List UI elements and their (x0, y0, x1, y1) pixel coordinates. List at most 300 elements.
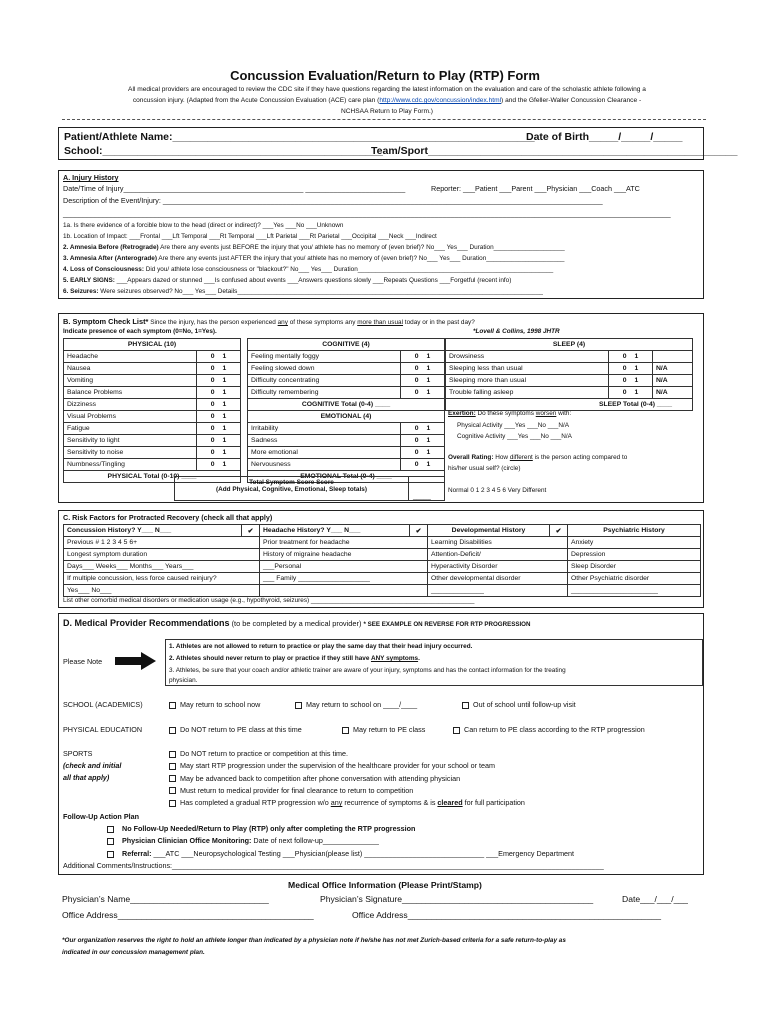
section-d-heading: D. Medical Provider Recommendations (63, 618, 230, 628)
score-1[interactable]: 1 (634, 365, 639, 372)
cognitive-symptom: Feeling mentally foggy (248, 351, 401, 363)
total-score-label2: (Add Physical, Cognitive, Emotional, Sleep totals) (216, 486, 367, 493)
q3-label: 3. Amnesia After (Anterograde) (63, 255, 157, 262)
sleep-symptom: Sleeping more than usual (446, 375, 609, 387)
score-0[interactable]: 0 (414, 389, 419, 396)
score-1[interactable]: 1 (426, 365, 431, 372)
emotional-row (248, 435, 445, 447)
cognitive-total[interactable]: COGNITIVE Total (0-4) ____ (248, 399, 445, 411)
risk-factor-col3[interactable]: Attention-Deficit/ (428, 549, 568, 561)
intro-line2 (64, 95, 710, 106)
score-1[interactable]: 1 (426, 425, 431, 432)
risk-factor-col1[interactable]: Longest symptom duration (64, 549, 260, 561)
section-d-heading-line (63, 618, 530, 628)
section-d-heading-note: (to be completed by a medical provider) (229, 619, 364, 628)
risk-factor-col4[interactable]: Anxiety (568, 537, 701, 549)
checkbox[interactable] (107, 851, 114, 858)
score-option[interactable] (197, 351, 241, 363)
score-0[interactable]: 0 (414, 377, 419, 384)
intro-text (64, 84, 710, 117)
sleep-na[interactable] (653, 351, 693, 363)
sports-opt-label: Do NOT return to practice or competition at this time. (180, 749, 349, 758)
total-symptom-score (174, 476, 445, 501)
q5[interactable] (63, 277, 511, 284)
footnote-line2: indicated in our concussion management plan. (62, 949, 205, 956)
overall-text2: is the person acting compared to (532, 454, 628, 461)
cognitive-symptom: Feeling slowed down (248, 363, 401, 375)
pe-opt-2-label: May return to PE class (353, 725, 426, 734)
risk-factor-row (64, 549, 701, 561)
score-option[interactable] (609, 351, 653, 363)
checkbox[interactable] (107, 838, 114, 845)
physical-symptom: Sensitivity to noise (64, 447, 197, 459)
score-1[interactable]: 1 (222, 413, 227, 420)
q3-text: Are there any events just AFTER the injury that you/ athlete has no memory of (even brief)? No___ Yes___ Duration______________________ (156, 255, 565, 262)
intro-line2-pre: concussion injury. (Adapted from the Acute Concussion Evaluation (ACE) care plan ( (132, 97, 380, 104)
physical-symptom: Balance Problems (64, 387, 197, 399)
score-0[interactable]: 0 (210, 461, 215, 468)
q4[interactable] (63, 266, 553, 273)
score-option[interactable] (197, 363, 241, 375)
physical-education-label: PHYSICAL EDUCATION (63, 725, 143, 734)
section-b-heading-rest2: of these symptoms any (287, 319, 358, 326)
school-opt-2-label: May return to school on ____/____ (306, 700, 418, 709)
emotional-row (248, 447, 445, 459)
fu2-text: Date of next follow-up______________ (251, 836, 379, 845)
section-b-heading: B. Symptom Check List* (63, 317, 149, 326)
follow-up-opt-2[interactable] (107, 836, 379, 845)
score-1[interactable]: 1 (222, 449, 227, 456)
score-0[interactable]: 0 (210, 425, 215, 432)
score-1[interactable]: 1 (426, 389, 431, 396)
team-sport-field[interactable]: Team/Sport_____________________________________________________ (371, 145, 738, 157)
checkbox[interactable] (169, 763, 176, 770)
score-0[interactable]: 0 (210, 449, 215, 456)
risk-factor-col3[interactable]: ______________ (428, 585, 568, 597)
physical-activity-row[interactable]: Physical Activity ___Yes ___No ___N/A (457, 422, 570, 429)
risk-factor-row (64, 537, 701, 549)
fu1-label: No Follow-Up Needed/Return to Play (RTP) only after completing the RTP progression (122, 824, 416, 833)
score-option[interactable] (401, 447, 445, 459)
score-1[interactable]: 1 (222, 389, 227, 396)
follow-up-label: Follow-Up Action Plan (63, 812, 139, 821)
risk-factor-col1[interactable]: If multiple concussion, less force caused reinjury? (64, 573, 260, 585)
score-1[interactable]: 1 (222, 425, 227, 432)
physical-row (64, 387, 241, 399)
physical-row (64, 351, 241, 363)
intro-line2-post: ) and the Gfeller-Waller Concussion Clearance - (501, 97, 642, 104)
q4-label: 4. Loss of Consciousness: (63, 266, 144, 273)
section-c-heading: C. Risk Factors for Protracted Recovery (check all that apply) (63, 513, 273, 522)
more-than-usual: more than usual (357, 319, 404, 326)
cognitive-activity-row[interactable]: Cognitive Activity ___Yes ___No ___N/A (457, 433, 572, 440)
section-d-recommendations (58, 613, 704, 875)
cdc-link[interactable]: http://www.cdc.gov/concussion/index.html (379, 97, 502, 104)
score-option[interactable] (197, 411, 241, 423)
checkbox[interactable] (169, 800, 176, 807)
description-field[interactable]: Description of the Event/Injury: ______________________________________________________________________________________________________________ (63, 196, 603, 205)
fu2-label: Physician Clinician Office Monitoring: (122, 836, 252, 845)
overall-text3: his/her usual self? (circle) (448, 465, 521, 472)
emotional-symptom: Irritability (248, 423, 401, 435)
checkbox[interactable] (169, 702, 176, 709)
checkbox[interactable] (169, 787, 176, 794)
intro-line3: NCHSAA Return to Play Form.) (341, 108, 433, 115)
score-option[interactable] (401, 435, 445, 447)
cognitive-row (248, 351, 445, 363)
follow-up-opt-3[interactable] (107, 849, 574, 858)
overall-scale[interactable]: Normal 0 1 2 3 4 5 6 Very Different (448, 487, 547, 494)
cognitive-header: COGNITIVE (4) (248, 339, 445, 351)
checkbox[interactable] (295, 702, 302, 709)
headache-history-head[interactable]: Headache History? Y___ N___ (260, 525, 410, 537)
emotional-total[interactable]: EMOTIONAL Total (0-4) ____ (248, 471, 445, 483)
q4-text: Did you/ athlete lose consciousness or "blackout?" No___ Yes___ Duration_______________________________________________________ (143, 266, 554, 273)
score-option[interactable] (197, 399, 241, 411)
sleep-table (445, 338, 693, 411)
score-0[interactable]: 0 (622, 365, 627, 372)
school-opt-2[interactable] (295, 700, 417, 709)
cognitive-row (248, 363, 445, 375)
section-b-heading-line (63, 317, 475, 326)
section-d-see-reverse: * SEE EXAMPLE ON REVERSE FOR RTP PROGRESSION (363, 621, 531, 628)
score-1[interactable]: 1 (222, 365, 227, 372)
q6-text: Were seizures observed? No___ Yes___ Details______________________________________________________________________________________ (98, 288, 543, 295)
sleep-row (446, 375, 693, 387)
score-0[interactable]: 0 (210, 401, 215, 408)
intro-line1: All medical providers are encouraged to review the CDC site if they have questions regarding the latest information on the evaluation and care of the scholastic athlete following a (128, 86, 646, 93)
score-0[interactable]: 0 (210, 413, 215, 420)
cognitive-symptom: Difficulty remembering (248, 387, 401, 399)
sports-last-mid: recurrence of symptoms & is (342, 798, 438, 807)
score-1[interactable]: 1 (222, 401, 227, 408)
physical-row (64, 363, 241, 375)
emotional-symptom: More emotional (248, 447, 401, 459)
risk-factor-col3[interactable]: Learning Disabilities (428, 537, 568, 549)
additional-comments-field[interactable]: Additional Comments/Instructions:____________________________________________________________________________________________________________ (63, 861, 604, 870)
sports-opt[interactable] (169, 786, 495, 798)
arrow-right-icon (115, 652, 157, 670)
note-2-pre: 2. Athletes should never return to play or practice if they still have (169, 655, 371, 662)
please-note-label: Please Note (63, 657, 103, 666)
physician-name-field[interactable]: Physician’s Name_____________________________ (62, 894, 269, 904)
any-word: any (277, 319, 288, 326)
please-note-box (165, 639, 703, 686)
sleep-symptom: Sleeping less than usual (446, 363, 609, 375)
school-opt-3-label: Out of school until follow-up visit (473, 700, 576, 709)
sports-opt-label: Must return to medical provider for final clearance to return to competition (180, 785, 414, 795)
physical-symptom: Sensitivity to light (64, 435, 197, 447)
exertion-text1: Do these symptoms (475, 410, 536, 417)
score-option[interactable] (401, 351, 445, 363)
risk-factor-col3[interactable]: Other developmental disorder (428, 573, 568, 585)
physical-row (64, 399, 241, 411)
physical-row (64, 435, 241, 447)
sports-opt[interactable] (169, 749, 495, 761)
physical-symptom: Nausea (64, 363, 197, 375)
score-0[interactable]: 0 (210, 389, 215, 396)
school-academics-label: SCHOOL (ACADEMICS) (63, 700, 143, 709)
comorbid-field[interactable]: List other comorbid medical disorders or medication usage (e.g., hypothyroid, seizures) ______________________________________________ (63, 597, 475, 604)
risk-factor-col1[interactable]: Days___ Weeks___ Months___ Years___ (64, 561, 260, 573)
risk-factor-col2[interactable]: ___Personal (260, 561, 428, 573)
sleep-symptom: Trouble falling asleep (446, 387, 609, 399)
school-opt-1-label: May return to school now (180, 700, 261, 709)
risk-factor-col3[interactable]: Hyperactivity Disorder (428, 561, 568, 573)
score-option[interactable] (197, 435, 241, 447)
score-option[interactable] (401, 459, 445, 471)
score-1[interactable]: 1 (222, 353, 227, 360)
score-option[interactable] (609, 387, 653, 399)
sports-opt-cleared[interactable] (169, 798, 525, 807)
pe-opt-3-label: Can return to PE class according to the RTP progression (464, 725, 645, 734)
score-0[interactable]: 0 (622, 353, 627, 360)
total-score-box[interactable] (408, 476, 444, 501)
score-1[interactable]: 1 (426, 437, 431, 444)
score-1[interactable]: 1 (634, 389, 639, 396)
q5-text: ___Appears dazed or stunned ___Is confused about events ___Answers questions slowly ___Repeats Questions ___Forgetful (recent info) (114, 277, 512, 284)
physical-symptom: Dizziness (64, 399, 197, 411)
physical-symptom: Visual Problems (64, 411, 197, 423)
note-3b: physician. (169, 677, 198, 684)
score-1[interactable]: 1 (634, 377, 639, 384)
pe-opt-1-label: Do NOT return to PE class at this time (180, 725, 302, 734)
score-1[interactable]: 1 (426, 353, 431, 360)
risk-factor-col1[interactable]: Previous # 1 2 3 4 5 6+ (64, 537, 260, 549)
score-0[interactable]: 0 (414, 365, 419, 372)
risk-factor-col4[interactable]: Depression (568, 549, 701, 561)
pe-opt-3[interactable] (453, 725, 645, 734)
sports-label: SPORTS (63, 749, 93, 758)
score-option[interactable] (401, 375, 445, 387)
score-1[interactable]: 1 (222, 377, 227, 384)
risk-factor-col4[interactable]: Sleep Disorder (568, 561, 701, 573)
psychiatric-history-head[interactable]: Psychiatric History (568, 525, 701, 537)
check-icon: ✔ (550, 525, 568, 537)
physical-symptom: Numbness/Tingling (64, 459, 197, 471)
page-title: Concussion Evaluation/Return to Play (RTP) Form (230, 68, 540, 83)
risk-factor-col4[interactable]: Other Psychiatric disorder (568, 573, 701, 585)
sleep-total[interactable]: SLEEP Total (0-4) ____ (446, 399, 693, 411)
sports-last-pre: Has completed a gradual RTP progression w/o (180, 798, 331, 807)
score-1[interactable]: 1 (634, 353, 639, 360)
sports-last-post: for full participation (462, 798, 525, 807)
physical-row (64, 423, 241, 435)
note-2-post: . (418, 655, 420, 662)
score-0[interactable]: 0 (414, 449, 419, 456)
physical-symptom: Vomiting (64, 375, 197, 387)
score-0[interactable]: 0 (622, 377, 627, 384)
sleep-na[interactable]: N/A (653, 375, 693, 387)
total-score-label1: Total Symptom Score Score (249, 479, 334, 486)
q1a[interactable]: 1a. Is there evidence of a forcible blow to the head (direct or indirect)? ___Yes ___No ___Unknown (63, 222, 344, 229)
score-option[interactable] (401, 387, 445, 399)
risk-factor-col1[interactable]: Yes___ No___ (64, 585, 260, 597)
section-b-symptom-checklist (58, 313, 704, 503)
sleep-row (446, 351, 693, 363)
checkbox[interactable] (107, 826, 114, 833)
risk-factor-row (64, 561, 701, 573)
score-1[interactable]: 1 (426, 461, 431, 468)
sports-options (169, 749, 495, 798)
risk-factor-col2[interactable]: History of migraine headache (260, 549, 428, 561)
check-icon: ✔ (242, 525, 260, 537)
note-2 (169, 655, 420, 662)
checkbox[interactable] (169, 751, 176, 758)
q2-text: Are there any events just BEFORE the injury that you/ athlete has no memory of (even brief)? No___ Yes___ Duration____________________ (158, 244, 565, 251)
score-0[interactable]: 0 (210, 377, 215, 384)
physical-row (64, 375, 241, 387)
emotional-header: EMOTIONAL (4) (248, 411, 445, 423)
checkbox[interactable] (169, 727, 176, 734)
q1b[interactable]: 1b. Location of Impact: ___Frontal ___Lft Temporal ___Rt Temporal ___Lft Parietal ___Rt Parietal ___Occipital ___Neck ___Indirect (63, 233, 437, 240)
emotional-row (248, 459, 445, 471)
office-address-field-1[interactable]: Office Address_________________________________________ (62, 910, 314, 920)
physical-row (64, 411, 241, 423)
score-0[interactable]: 0 (622, 389, 627, 396)
sleep-row (446, 387, 693, 399)
sleep-row (446, 363, 693, 375)
pe-opt-2[interactable] (342, 725, 425, 734)
risk-factor-col2[interactable]: Prior treatment for headache (260, 537, 428, 549)
any-symptoms: ANY symptoms (370, 655, 419, 662)
physical-symptom: Fatigue (64, 423, 197, 435)
note-1: 1. Athletes are not allowed to return to practice or play the same day that their head injury occurred. (169, 643, 473, 650)
risk-factor-col4[interactable]: _______________________ (568, 585, 701, 597)
follow-up-opt-1[interactable] (107, 824, 415, 833)
risk-factor-col2[interactable] (260, 585, 428, 597)
reporter-field[interactable]: Reporter: ___Patient ___Parent ___Physician ___Coach ___ATC (431, 184, 640, 193)
cognitive-row (248, 387, 445, 399)
cognitive-symptom: Difficulty concentrating (248, 375, 401, 387)
q2-label: 2. Amnesia Before (Retrograde) (63, 244, 159, 251)
score-option[interactable] (197, 423, 241, 435)
risk-factor-col2[interactable]: ___ Family ___________________ (260, 573, 428, 585)
risk-factor-row (64, 573, 701, 585)
check-icon: ✔ (410, 525, 428, 537)
checkbox[interactable] (453, 727, 460, 734)
score-1[interactable]: 1 (426, 449, 431, 456)
score-0[interactable]: 0 (414, 353, 419, 360)
sleep-header: SLEEP (4) (446, 339, 693, 351)
cognitive-table (247, 338, 445, 483)
score-1[interactable]: 1 (426, 377, 431, 384)
score-option[interactable] (197, 459, 241, 471)
q3[interactable] (63, 255, 564, 262)
overall-text1: How (493, 454, 510, 461)
exertion-label: Exertion: (448, 410, 476, 417)
different-word: different (509, 454, 533, 461)
sports-opt[interactable] (169, 761, 495, 773)
score-option[interactable] (197, 447, 241, 459)
q6[interactable] (63, 288, 543, 295)
checkbox[interactable] (169, 775, 176, 782)
score-1[interactable]: 1 (222, 437, 227, 444)
office-heading: Medical Office Information (Please Print/Stamp) (288, 880, 482, 890)
score-option[interactable] (401, 423, 445, 435)
section-a-injury-history (58, 170, 704, 299)
exertion-text2: with: (556, 410, 572, 417)
total-score-blank: _____ (413, 493, 431, 500)
score-0[interactable]: 0 (210, 365, 215, 372)
score-0[interactable]: 0 (414, 437, 419, 444)
sleep-symptom: Drowsiness (446, 351, 609, 363)
physical-row (64, 459, 241, 471)
risk-factor-table (63, 524, 701, 597)
section-b-heading-rest3: today or in the past day? (403, 319, 475, 326)
q2[interactable] (63, 244, 565, 251)
emotional-row (248, 423, 445, 435)
score-0[interactable]: 0 (414, 461, 419, 468)
score-option[interactable] (401, 363, 445, 375)
school-field[interactable]: School:________________________________________________ (64, 145, 383, 157)
physician-signature-field[interactable]: Physician’s Signature________________________________________ (320, 894, 594, 904)
cognitive-row (248, 375, 445, 387)
physical-symptom: Headache (64, 351, 197, 363)
pe-opt-1[interactable] (169, 725, 302, 734)
fu3-label: Referral: (122, 849, 152, 858)
concussion-history-head[interactable]: Concussion History? Y___ N___ (64, 525, 242, 537)
checkbox[interactable] (462, 702, 469, 709)
section-b-heading-rest: Since the injury, has the person experienced (148, 319, 278, 326)
score-option[interactable] (609, 363, 653, 375)
physical-header: PHYSICAL (10) (64, 339, 241, 351)
office-address-field-2[interactable]: Office Address_____________________________________________________ (352, 910, 662, 920)
worsen-word: worsen (535, 410, 557, 417)
score-0[interactable]: 0 (210, 353, 215, 360)
score-option[interactable] (197, 375, 241, 387)
checkbox[interactable] (342, 727, 349, 734)
physical-total[interactable]: PHYSICAL Total (0-10) ____ (64, 471, 241, 483)
section-a-heading: A. Injury History (63, 173, 119, 182)
overall-rating (448, 454, 627, 461)
sports-opt[interactable] (169, 774, 495, 786)
score-0[interactable]: 0 (210, 437, 215, 444)
developmental-history-head[interactable]: Developmental History (428, 525, 550, 537)
dob-field[interactable]: Date of Birth_____/_____/_____ (526, 131, 683, 143)
exertion-question (448, 410, 571, 417)
sleep-na[interactable]: N/A (653, 363, 693, 375)
footnote-line1: *Our organization reserves the right to hold an athlete longer than indicated by a physician note if he/she has not met Zurich-based criteria for a safe return-to-play as (62, 937, 566, 944)
score-option[interactable] (609, 375, 653, 387)
school-opt-1[interactable] (169, 700, 260, 709)
note-3a: 3. Athletes, be sure that your coach and/or athletic trainer are aware of your injury, symptoms and has the contact information for the treating (169, 667, 566, 674)
sports-sub2: all that apply) (63, 773, 110, 782)
emotional-symptom: Nervousness (248, 459, 401, 471)
date-time-field[interactable]: Date/Time of Injury_____________________________________________ _________________________ (63, 184, 406, 193)
score-option[interactable] (197, 387, 241, 399)
section-c-risk-factors (58, 510, 704, 608)
physical-row (64, 447, 241, 459)
sports-opt-label: May start RTP progression under the supervision of the healthcare provider for your school or team (180, 761, 495, 771)
fu3-text: ___ATC ___Neuropsychological Testing ___Physician(please list) ______________________________ ___Emergency Department (151, 849, 575, 858)
sports-sub1: (check and initial (63, 761, 122, 770)
patient-name-field[interactable]: Patient/Athlete Name:______________________________________________________________ (64, 131, 535, 143)
school-opt-3[interactable] (462, 700, 576, 709)
sleep-na[interactable]: N/A (653, 387, 693, 399)
indicate-text: Indicate presence of each symptom (0=No, 1=Yes). (63, 328, 217, 335)
patient-header (58, 127, 738, 160)
score-0[interactable]: 0 (414, 425, 419, 432)
risk-factor-row (64, 585, 701, 597)
date-field[interactable]: Date___/___/___ (622, 894, 688, 904)
physical-table (63, 338, 241, 483)
description-line2[interactable]: ________________________________________________________________________________________________________________________________________________________ (63, 209, 671, 218)
overall-label: Overall Rating: (448, 454, 494, 461)
sports-opt-label: May be advanced back to competition after phone conversation with attending physician (180, 773, 461, 783)
q5-label: 5. EARLY SIGNS: (63, 277, 115, 284)
score-1[interactable]: 1 (222, 461, 227, 468)
